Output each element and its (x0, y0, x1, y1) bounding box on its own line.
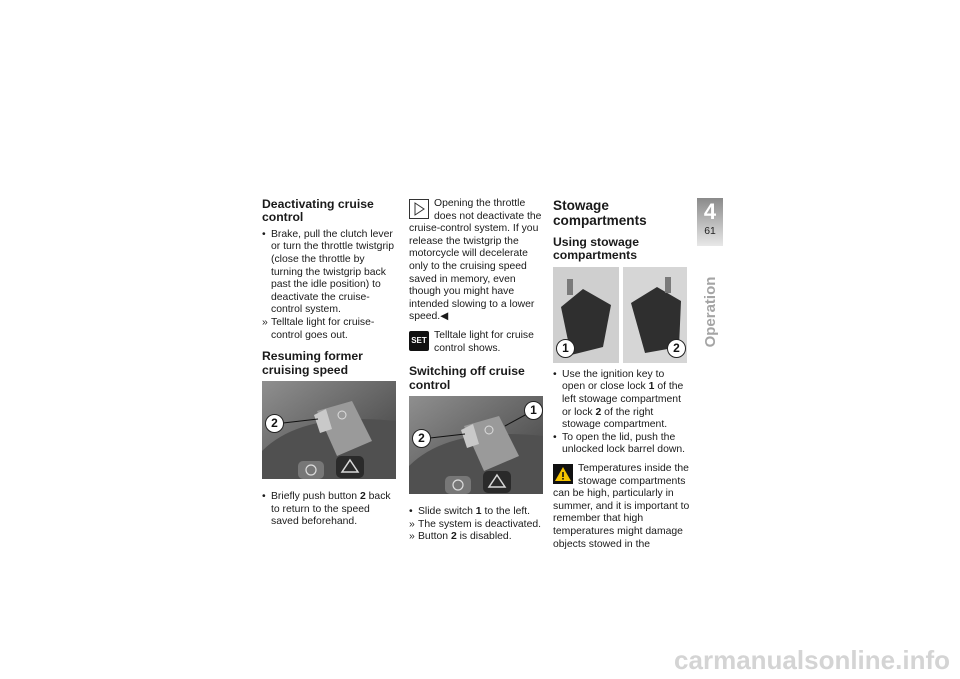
heading-using-stowage-compartments: Using stowage compartments (553, 235, 640, 263)
resume-steps (262, 491, 397, 529)
stowage-steps (553, 369, 690, 457)
figure-callout-1: 1 (524, 401, 543, 420)
handlebar-switch-illustration (262, 381, 396, 479)
set-telltale-icon: SET (409, 331, 429, 351)
figure-stowage-compartments (553, 267, 687, 363)
column-left (262, 198, 397, 529)
deactivate-steps (262, 229, 397, 342)
handlebar-switch-illustration (409, 396, 543, 494)
warning-icon (553, 464, 573, 484)
figure-callout-2: 2 (412, 429, 431, 448)
column-middle (409, 198, 544, 544)
end-mark-icon: ◀ (440, 311, 449, 323)
figure-handlebar-switch-off (409, 396, 543, 494)
temperature-warning: Temperatures inside the stowage compartments can be high, particularly in summer, and it is important to remember that high temperatures might damage objects stowed in the (553, 462, 690, 550)
column-right (553, 198, 690, 551)
list-item: • To open the lid, push the unlocked lock barrel down. (553, 431, 686, 456)
list-item: • Use the ignition key to open or close lock 1 of the left stowage compartment or lock 2 of the right stowage compartment. (553, 368, 684, 431)
watermark: carmanualsonline.info (674, 645, 950, 675)
list-item: • Brake, pull the clutch lever or turn the throttle twistgrip (close the throttle by turning the twistgrip back past the idle position) to deactivate the cruise-control system. (262, 228, 395, 316)
figure-callout-1: 1 (556, 339, 575, 358)
list-item: • Briefly push button 2 back to return to the speed saved beforehand. (262, 490, 391, 528)
throttle-note: Opening the throttle does not deactivate the cruise-control system. If you release the twistgrip the motorcycle will decelerate only to the cruising speed saved in memory, even though you might have intended slowing to a lower speed.◀ (409, 198, 542, 323)
set-note: SET Telltale light for cruise control shows. (409, 330, 544, 355)
switch-off-steps (409, 506, 544, 544)
chapter-number: 4 (703, 199, 717, 224)
heading-stowage-compartments: Stowage compartments (553, 198, 647, 228)
figure-callout-2: 2 (667, 339, 686, 358)
page-number: 61 (704, 226, 716, 237)
heading-deactivating-cruise-control: Deactivating cruise control (262, 197, 374, 225)
figure-callout-2: 2 (265, 414, 284, 433)
figure-handlebar-switch-resume (262, 381, 396, 479)
list-item: » The system is deactivated. (409, 518, 542, 530)
list-item: » Telltale light for cruise-control goes out. (262, 316, 375, 341)
section-label-vertical: Operation (702, 276, 719, 348)
heading-switching-off-cruise-control: Switching off cruise control (409, 364, 525, 392)
heading-resuming-cruising-speed: Resuming former cruising speed (262, 349, 363, 377)
list-item: • Slide switch 1 to the left. (409, 505, 531, 517)
list-item: » Button 2 is disabled. (409, 531, 512, 543)
note-triangle-icon (409, 199, 429, 219)
chapter-tab (697, 198, 723, 246)
